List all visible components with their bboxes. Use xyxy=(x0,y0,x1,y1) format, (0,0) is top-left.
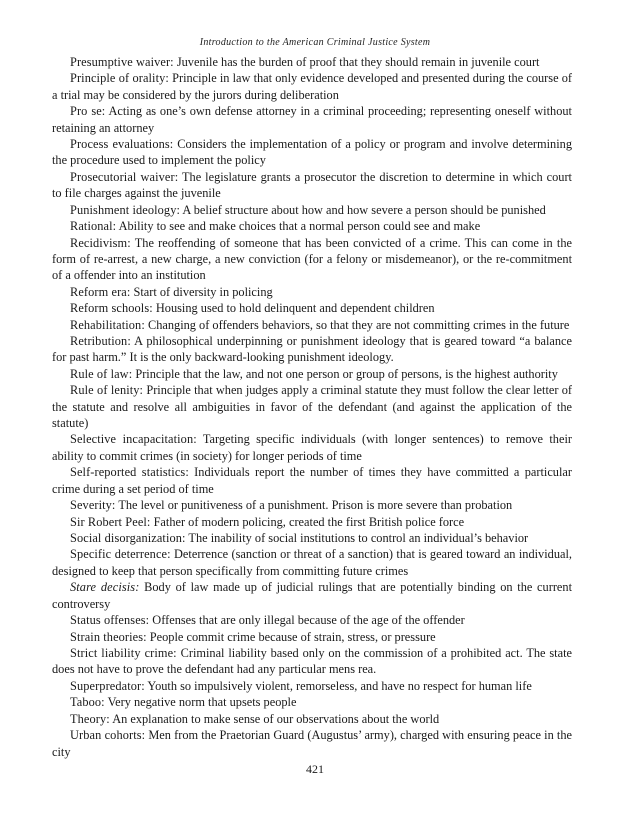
glossary-entry xyxy=(52,530,572,546)
glossary-term: Rehabilitation: xyxy=(70,317,145,332)
glossary-entry xyxy=(52,366,572,382)
glossary-term: Principle of orality: xyxy=(70,71,169,86)
glossary-entry xyxy=(52,202,572,218)
glossary-term: Process evaluations: xyxy=(70,137,174,152)
glossary-definition: Ability to see and make choices that a normal person could see and make xyxy=(118,219,481,234)
glossary-definition: Principle in law that only evidence developed and presented during the course of a trial may be considered by the jurors during deliberation xyxy=(52,71,573,102)
glossary-definition: Offenses that are only illegal because of the age of the offender xyxy=(152,613,465,628)
glossary-term: Urban cohorts: xyxy=(70,728,146,743)
glossary-entry xyxy=(52,579,572,612)
glossary-definition: Deterrence (sanction or threat of a sanction) that is geared toward an individual, designed to keep that person specifically from committing future crimes xyxy=(52,547,572,578)
glossary-term: Reform schools: xyxy=(70,301,153,316)
glossary-definition: Men from the Praetorian Guard (Augustus’ army), charged with ensuring peace in the city xyxy=(52,728,572,759)
glossary-entry xyxy=(52,514,572,530)
glossary-entry xyxy=(52,431,572,464)
glossary-term: Reform era: xyxy=(70,284,131,299)
glossary-term: Strict liability crime: xyxy=(70,646,177,660)
glossary-term: Presumptive waiver: xyxy=(70,55,174,69)
glossary-definition: Body of law made up of judicial rulings that are potentially binding on the current controversy xyxy=(52,580,573,611)
glossary-definition: Housing used to hold delinquent and dependent children xyxy=(155,301,435,316)
glossary-entry xyxy=(52,103,572,136)
running-header: Introduction to the American Criminal Justice System xyxy=(199,37,431,48)
glossary-definition: People commit crime because of strain, stress, or pressure xyxy=(149,629,436,644)
glossary-term: Pro se: xyxy=(70,104,106,119)
glossary-definition: Very negative norm that upsets people xyxy=(107,695,297,710)
glossary-entry xyxy=(52,382,572,431)
glossary-term: Retribution: xyxy=(70,334,131,349)
glossary-term: Self-reported statistics: xyxy=(70,465,189,480)
glossary-definition-italic: mens rea. xyxy=(328,662,377,677)
glossary-entry xyxy=(52,727,572,760)
glossary-entry xyxy=(52,645,572,678)
glossary-definition: The legislature grants a prosecutor the discretion to determine in which court to file charges against the juvenile xyxy=(52,169,572,201)
glossary-definition: Targeting specific individuals (with longer sentences) to remove their ability to commit crimes (in society) for longer periods of time xyxy=(52,432,572,463)
glossary-entry xyxy=(52,70,572,103)
glossary-term: Rule of law: xyxy=(70,366,133,381)
glossary-term: Specific deterrence: xyxy=(70,547,171,562)
glossary-term: Strain theories: xyxy=(70,629,147,644)
glossary-definition: Principle that the law, and not one person or group of persons, is the highest authority xyxy=(135,366,558,381)
glossary-term: Prosecutorial waiver: xyxy=(70,169,179,184)
glossary-term: Rational: xyxy=(70,219,117,234)
glossary-term: Superpredator: xyxy=(70,678,145,693)
glossary-term: Taboo: xyxy=(70,695,105,710)
glossary-list xyxy=(52,54,572,760)
glossary-definition: A belief structure about how and how severe a person should be punished xyxy=(182,202,546,217)
glossary-entry xyxy=(52,235,572,284)
glossary-entry xyxy=(52,464,572,497)
glossary-definition: Considers the implementation of a policy or program and involve determining the procedure used to implement the policy xyxy=(52,137,573,168)
glossary-term: Social disorganization: xyxy=(70,530,186,545)
glossary-entry xyxy=(52,54,572,70)
glossary-entry xyxy=(52,694,572,710)
glossary-term: Theory: xyxy=(70,711,110,726)
glossary-definition: The level or punitiveness of a punishment. Prison is more severe than probation xyxy=(118,498,513,513)
glossary-term: Recidivism: xyxy=(70,235,131,250)
glossary-entry xyxy=(52,612,572,628)
glossary-definition: Individuals report the number of times they have committed a particular crime during a set period of time xyxy=(52,465,572,496)
glossary-definition: The reoffending of someone that has been convicted of a crime. This can come in the form of re-arrest, a new charge, a new conviction (for a felony or misdemeanor), or the re-commitment of a offender into an institution xyxy=(52,235,572,283)
glossary-entry xyxy=(52,711,572,727)
glossary-entry xyxy=(52,169,572,202)
glossary-entry xyxy=(52,629,572,645)
glossary-definition: Youth so impulsively violent, remorseless, and have no respect for human life xyxy=(147,678,532,693)
glossary-definition: Principle that when judges apply a criminal statute they must follow the clear letter of the statute and resolve all ambiguities in favor of the defendant (and against the application of the statute) xyxy=(52,383,572,430)
glossary-entry xyxy=(52,136,572,169)
glossary-definition: The inability of social institutions to control an individual’s behavior xyxy=(188,530,529,545)
glossary-term: Severity: xyxy=(70,498,116,513)
glossary-entry xyxy=(52,678,572,694)
glossary-definition: Juvenile has the burden of proof that they should remain in juvenile court xyxy=(176,55,540,69)
glossary-term: Selective incapacitation: xyxy=(70,432,197,447)
glossary-definition: A philosophical underpinning or punishment ideology that is geared toward “a balance for past harm.” It is the only backward-looking punishment ideology. xyxy=(52,334,573,365)
glossary-term: Punishment ideology: xyxy=(70,202,181,217)
glossary-definition: Start of diversity in policing xyxy=(133,284,273,299)
glossary-term: Rule of lenity: xyxy=(70,383,144,398)
glossary-entry xyxy=(52,497,572,513)
glossary-entry xyxy=(52,333,572,366)
glossary-entry xyxy=(52,284,572,300)
glossary-definition: Acting as one’s own defense attorney in a criminal proceeding; representing oneself without retaining an attorney xyxy=(52,104,572,135)
glossary-entry xyxy=(52,218,572,234)
glossary-definition: Father of modern policing, created the first British police force xyxy=(153,514,465,529)
glossary-entry xyxy=(52,317,572,333)
glossary-definition: An explanation to make sense of our observations about the world xyxy=(112,711,440,726)
glossary-definition: Criminal liability based only on the commission of a prohibited act. The state does not have to prove the defendant had any particular xyxy=(52,646,572,677)
glossary-definition: Changing of offenders behaviors, so that they are not committing crimes in the future xyxy=(147,317,570,332)
glossary-term: Stare decisis: xyxy=(70,580,140,595)
glossary-term: Sir Robert Peel: xyxy=(70,514,151,529)
page-number: 421 xyxy=(306,762,324,776)
glossary-entry xyxy=(52,546,572,579)
glossary-entry xyxy=(52,300,572,316)
glossary-term: Status offenses: xyxy=(70,613,150,628)
